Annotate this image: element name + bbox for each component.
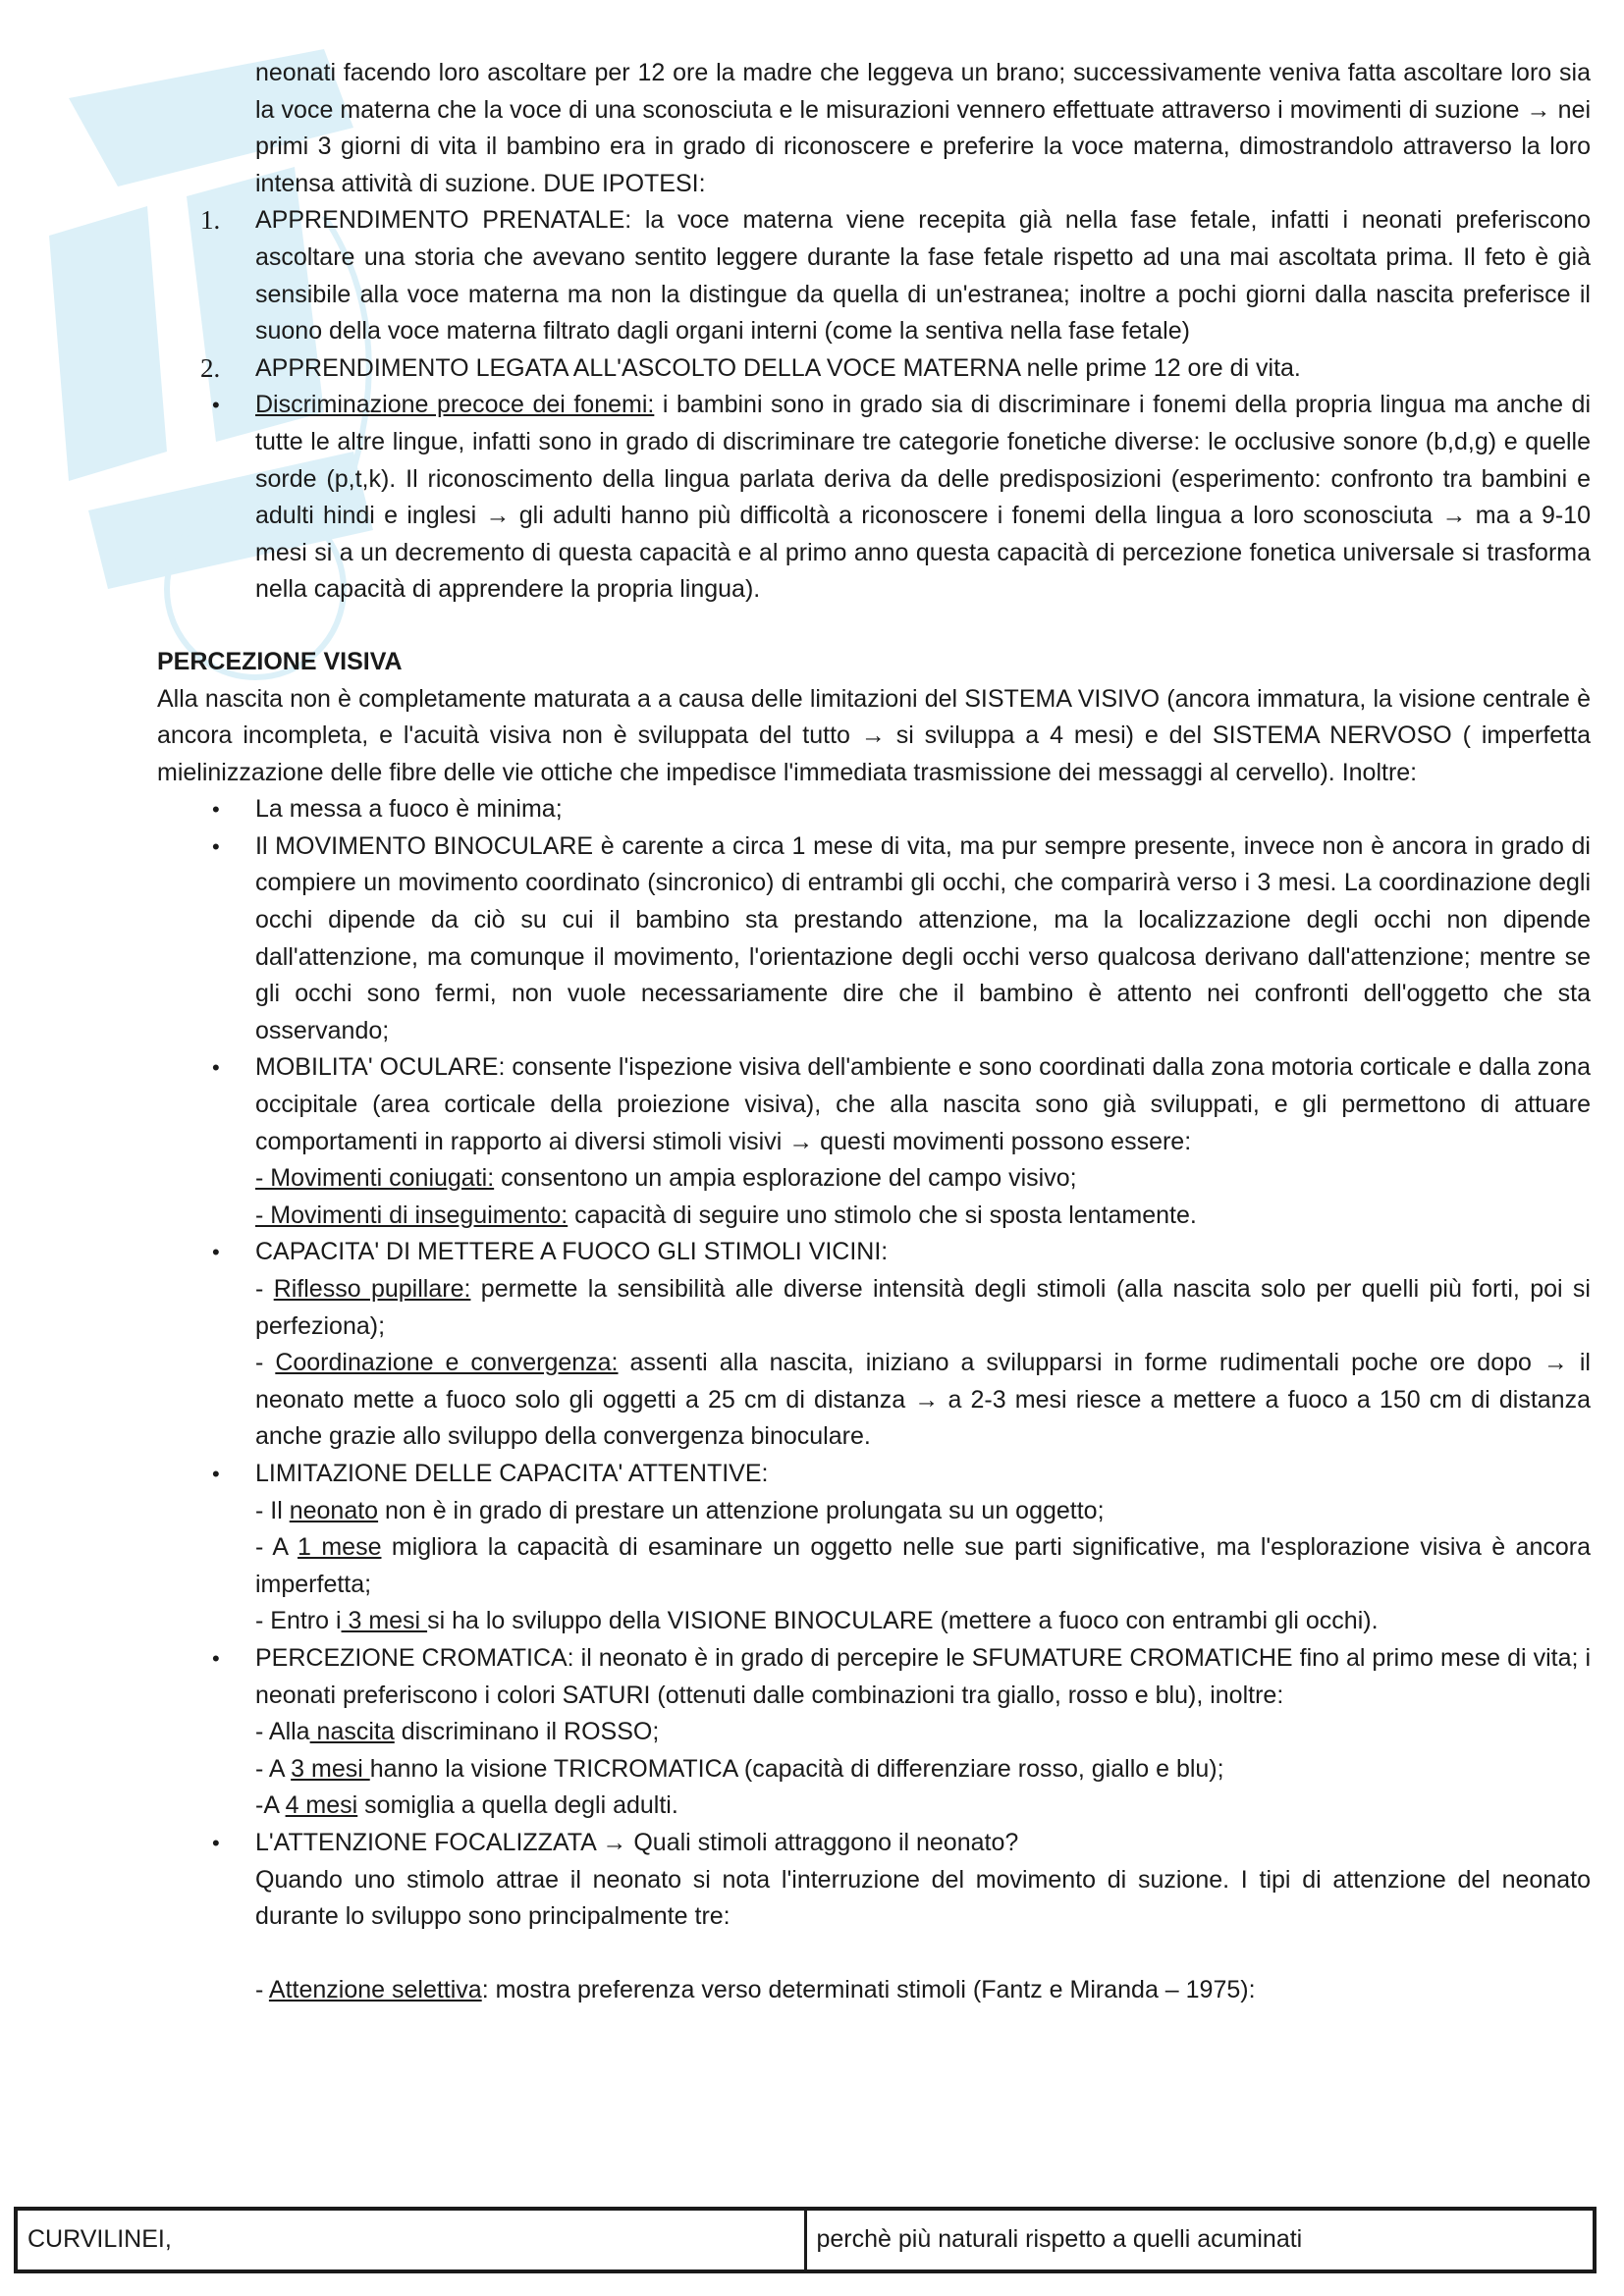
sub-item-prefix: -A bbox=[255, 1791, 286, 1820]
bullet-limitazione bbox=[157, 1456, 1591, 1640]
bullet-text: Il MOVIMENTO BINOCULARE è carente a circa 1 mese di vita, ma pur sempre presente, invece non è ancora in grado di compiere un movimento coordinato (sincronico) di entrambi gli occhi, che comparirà verso i 3 mesi. La coordinazione degli occhi dipende da ciò su cui il bambino sta prestando attenzione, ma la localizzazione degli occhi non dipende dall'attenzione, ma comunque il movimento, l'orientazione degli occhi verso qualcosa derivano dall'attenzione; mentre se gli occhi sono fermi, non vuole necessariamente dire che il bambino è attento nei confronti dell'oggetto che sta osservando; bbox=[255, 831, 1591, 1044]
bullet-text: La messa a fuoco è minima; bbox=[255, 795, 563, 824]
sub-item-1-mese bbox=[255, 1529, 1591, 1603]
sub-item-prefix: - bbox=[255, 1275, 274, 1303]
bullet-icon: • bbox=[212, 797, 220, 823]
section-heading: PERCEZIONE VISIVA bbox=[157, 647, 403, 675]
bullet-fonemi bbox=[157, 387, 1591, 609]
bullet-icon: • bbox=[212, 393, 220, 418]
bullet-title: CAPACITA' DI METTERE A FUOCO GLI STIMOLI VICINI: bbox=[255, 1238, 889, 1266]
sub-item-neonato bbox=[255, 1493, 1591, 1530]
sub-item-text: : mostra preferenza verso determinati stimoli (Fantz e Miranda – 1975): bbox=[481, 1975, 1256, 2003]
intro-paragraph: neonati facendo loro ascoltare per 12 ore la madre che leggeva un brano; successivamente veniva fatta ascoltare loro sia la voce materna che la voce di una sconosciuta e le misurazioni vennero effettuate attraverso i movimenti di suzione → nei primi 3 giorni di vita il bambino era in grado di riconoscere e preferire la voce materna, dimostrandolo attraverso la loro intensa attività di suzione. DUE IPOTESI: bbox=[255, 59, 1591, 197]
bullet-icon: • bbox=[212, 833, 220, 859]
sub-item-prefix: - A bbox=[255, 1754, 292, 1783]
sub-item-label: 4 mesi bbox=[285, 1791, 358, 1820]
sub-item-label: Attenzione selettiva bbox=[268, 1975, 482, 2003]
bullet-icon: • bbox=[212, 1055, 220, 1081]
bullet-text: PERCEZIONE CROMATICA: il neonato è in grado di percepire le SFUMATURE CROMATICHE fino al primo mese di vita; i neonati preferiscono i colori SATURI (ottenuti dalle combinazioni tra giallo, rosso e blu), inoltre: bbox=[255, 1643, 1591, 1709]
sub-item-3-mesi-crom bbox=[255, 1751, 1591, 1789]
bullet-percezione-cromatica bbox=[157, 1640, 1591, 1825]
table-cell: perchè più naturali rispetto a quelli acuminati bbox=[805, 2209, 1595, 2271]
bullet-text: Quando uno stimolo attrae il neonato si nota l'interruzione del movimento di suzione. I tipi di attenzione del neonato durante lo sviluppo sono principalmente tre: bbox=[255, 1865, 1591, 1931]
bullet-mobilita-oculare bbox=[157, 1049, 1591, 1234]
sub-item-prefix: - Alla bbox=[255, 1718, 310, 1746]
bullet-attenzione-focalizzata bbox=[157, 1825, 1591, 2008]
sub-item-text: somiglia a quella degli adulti. bbox=[357, 1791, 678, 1820]
sub-item-text: assenti alla nascita, iniziano a svilupparsi in forme rudimentali poche ore dopo → il neonato mette a fuoco solo gli oggetti a 25 cm di distanza → a 2-3 mesi riesce a mettere a fuoco a 150 cm di distanza anche grazie allo sviluppo della convergenza binoculare. bbox=[255, 1349, 1591, 1451]
sub-item-text: discriminano il ROSSO; bbox=[394, 1718, 660, 1746]
sub-item-prefix: - bbox=[255, 1349, 276, 1377]
sub-item-text: hanno la visione TRICROMATICA (capacità di differenziare rosso, giallo e blu); bbox=[369, 1754, 1224, 1783]
numbered-item-label: APPRENDIMENTO PRENATALE bbox=[255, 206, 625, 235]
sub-item-coniugati bbox=[255, 1160, 1591, 1198]
numbered-item-2 bbox=[157, 350, 1591, 388]
sub-item-label: - Movimenti coniugati: bbox=[255, 1164, 495, 1193]
list-number: 1. bbox=[200, 205, 221, 236]
sub-item-label: Riflesso pupillare: bbox=[273, 1275, 471, 1303]
bullet-icon: • bbox=[212, 1645, 220, 1671]
numbered-item-text: APPRENDIMENTO LEGATA ALL'ASCOLTO DELLA VOCE MATERNA nelle prime 12 ore di vita. bbox=[255, 353, 1301, 382]
sub-item-text: non è in grado di prestare un attenzione prolungata su un oggetto; bbox=[378, 1496, 1105, 1524]
table-row bbox=[16, 2209, 1595, 2271]
stimuli-table bbox=[14, 2207, 1597, 2273]
fonemi-title: Discriminazione precoce dei fonemi: bbox=[255, 391, 655, 419]
bullet-title: L'ATTENZIONE FOCALIZZATA → Quali stimoli attraggono il neonato? bbox=[255, 1828, 1019, 1856]
bullet-icon: • bbox=[212, 1240, 220, 1265]
bullet-icon: • bbox=[212, 1461, 220, 1486]
sub-item-label: 3 mesi bbox=[341, 1607, 428, 1635]
bullet-capacita-fuoco bbox=[157, 1234, 1591, 1456]
numbered-item-1 bbox=[157, 202, 1591, 349]
sub-item-riflesso bbox=[255, 1271, 1591, 1345]
sub-item-label: 1 mese bbox=[298, 1533, 382, 1562]
spacer bbox=[255, 1936, 1591, 1972]
list-number: 2. bbox=[200, 352, 221, 383]
sub-item-text: capacità di seguire uno stimolo che si sposta lentamente. bbox=[568, 1201, 1197, 1229]
sub-item-prefix: - Il bbox=[255, 1496, 290, 1524]
sub-item-text: si ha lo sviluppo della VISIONE BINOCULARE (mettere a fuoco con entrambi gli occhi). bbox=[427, 1607, 1379, 1635]
table-cell: CURVILINEI, bbox=[16, 2209, 805, 2271]
sub-item-coordinazione bbox=[255, 1345, 1591, 1456]
fonemi-text: i bambini sono in grado sia di discriminare i fonemi della propria lingua ma anche di tutte le altre lingue, infatti sono in grado di discriminare tre categorie fonetiche diverse: le occlusive sonore (b,d,g) e quelle sorde (p,t,k). Il riconoscimento della lingua parlata deriva da delle predisposizioni (esperimento: confronto tra bambini e adulti hindi e inglesi → gli adulti hanno più difficoltà a riconoscere i fonemi della lingua a loro sconosciuta → ma a 9-10 mesi si a un decremento di questa capacità e al primo anno questa capacità di percezione fonetica universale si trasforma nella capacità di apprendere la propria lingua). bbox=[255, 391, 1591, 604]
sub-item-prefix: - A bbox=[255, 1533, 298, 1562]
sub-item-text: permette la sensibilità alle diverse intensità degli stimoli (alla nascita solo per quelli più forti, poi si perfeziona); bbox=[255, 1275, 1591, 1340]
bullet-title: LIMITAZIONE DELLE CAPACITA' ATTENTIVE: bbox=[255, 1459, 769, 1487]
visiva-intro: Alla nascita non è completamente maturata a a causa delle limitazioni del SISTEMA VISIVO (ancora immatura, la visione centrale è ancora incompleta, e l'acuità visiva non è sviluppata del tutto → si sviluppa a 4 mesi) e del SISTEMA NERVOSO ( imperfetta mielinizzazione delle fibre delle vie ottiche che impedisce l'immediata trasmissione dei messaggi al cervello). Inoltre: bbox=[157, 684, 1591, 786]
sub-item-prefix: - Entro i bbox=[255, 1607, 342, 1635]
bullet-icon: • bbox=[212, 1830, 220, 1855]
sub-item-4-mesi bbox=[255, 1788, 1591, 1825]
sub-item-text: migliora la capacità di esaminare un oggetto nelle sue parti significative, ma l'esplorazione visiva è ancora imperfetta; bbox=[255, 1533, 1591, 1598]
bullet-messa-a-fuoco bbox=[157, 791, 1591, 828]
sub-item-attenzione-selettiva bbox=[255, 1972, 1591, 2009]
sub-item-nascita bbox=[255, 1714, 1591, 1751]
sub-item-label: neonato bbox=[289, 1496, 379, 1524]
numbered-item-text: : la voce materna viene recepita già nella fase fetale, infatti i neonati preferiscono ascoltare una storia che avevano sentito leggere durante la fase fetale rispetto ad una mai ascoltata prima. Il feto è già sensibile alla voce materna ma non la distingue da quella di un'estranea; inoltre a pochi giorni dalla nascita preferisce il suono della voce materna filtrato dagli organi interni (come la sentiva nella fase fetale) bbox=[255, 206, 1591, 346]
sub-item-prefix: - bbox=[255, 1975, 269, 2003]
sub-item-inseguimento bbox=[255, 1198, 1591, 1235]
sub-item-label: Coordinazione e convergenza: bbox=[275, 1349, 619, 1377]
sub-item-label: - Movimenti di inseguimento: bbox=[255, 1201, 568, 1229]
bullet-text: MOBILITA' OCULARE: consente l'ispezione visiva dell'ambiente e sono coordinati dalla zona motoria corticale e dalla zona occipitale (area corticale della proiezione visiva), che alla nascita sono già sviluppati, e gli permettono di attuare comportamenti in rapporto ai diversi stimoli visivi → questi movimenti possono essere: bbox=[255, 1053, 1591, 1155]
document-body bbox=[157, 55, 1591, 2008]
sub-item-3-mesi bbox=[255, 1603, 1591, 1640]
bullet-movimento-binoculare bbox=[157, 828, 1591, 1050]
sub-item-label: nascita bbox=[309, 1718, 395, 1746]
sub-item-text: consentono un ampia esplorazione del campo visivo; bbox=[494, 1164, 1077, 1193]
sub-item-label: 3 mesi bbox=[291, 1754, 370, 1783]
